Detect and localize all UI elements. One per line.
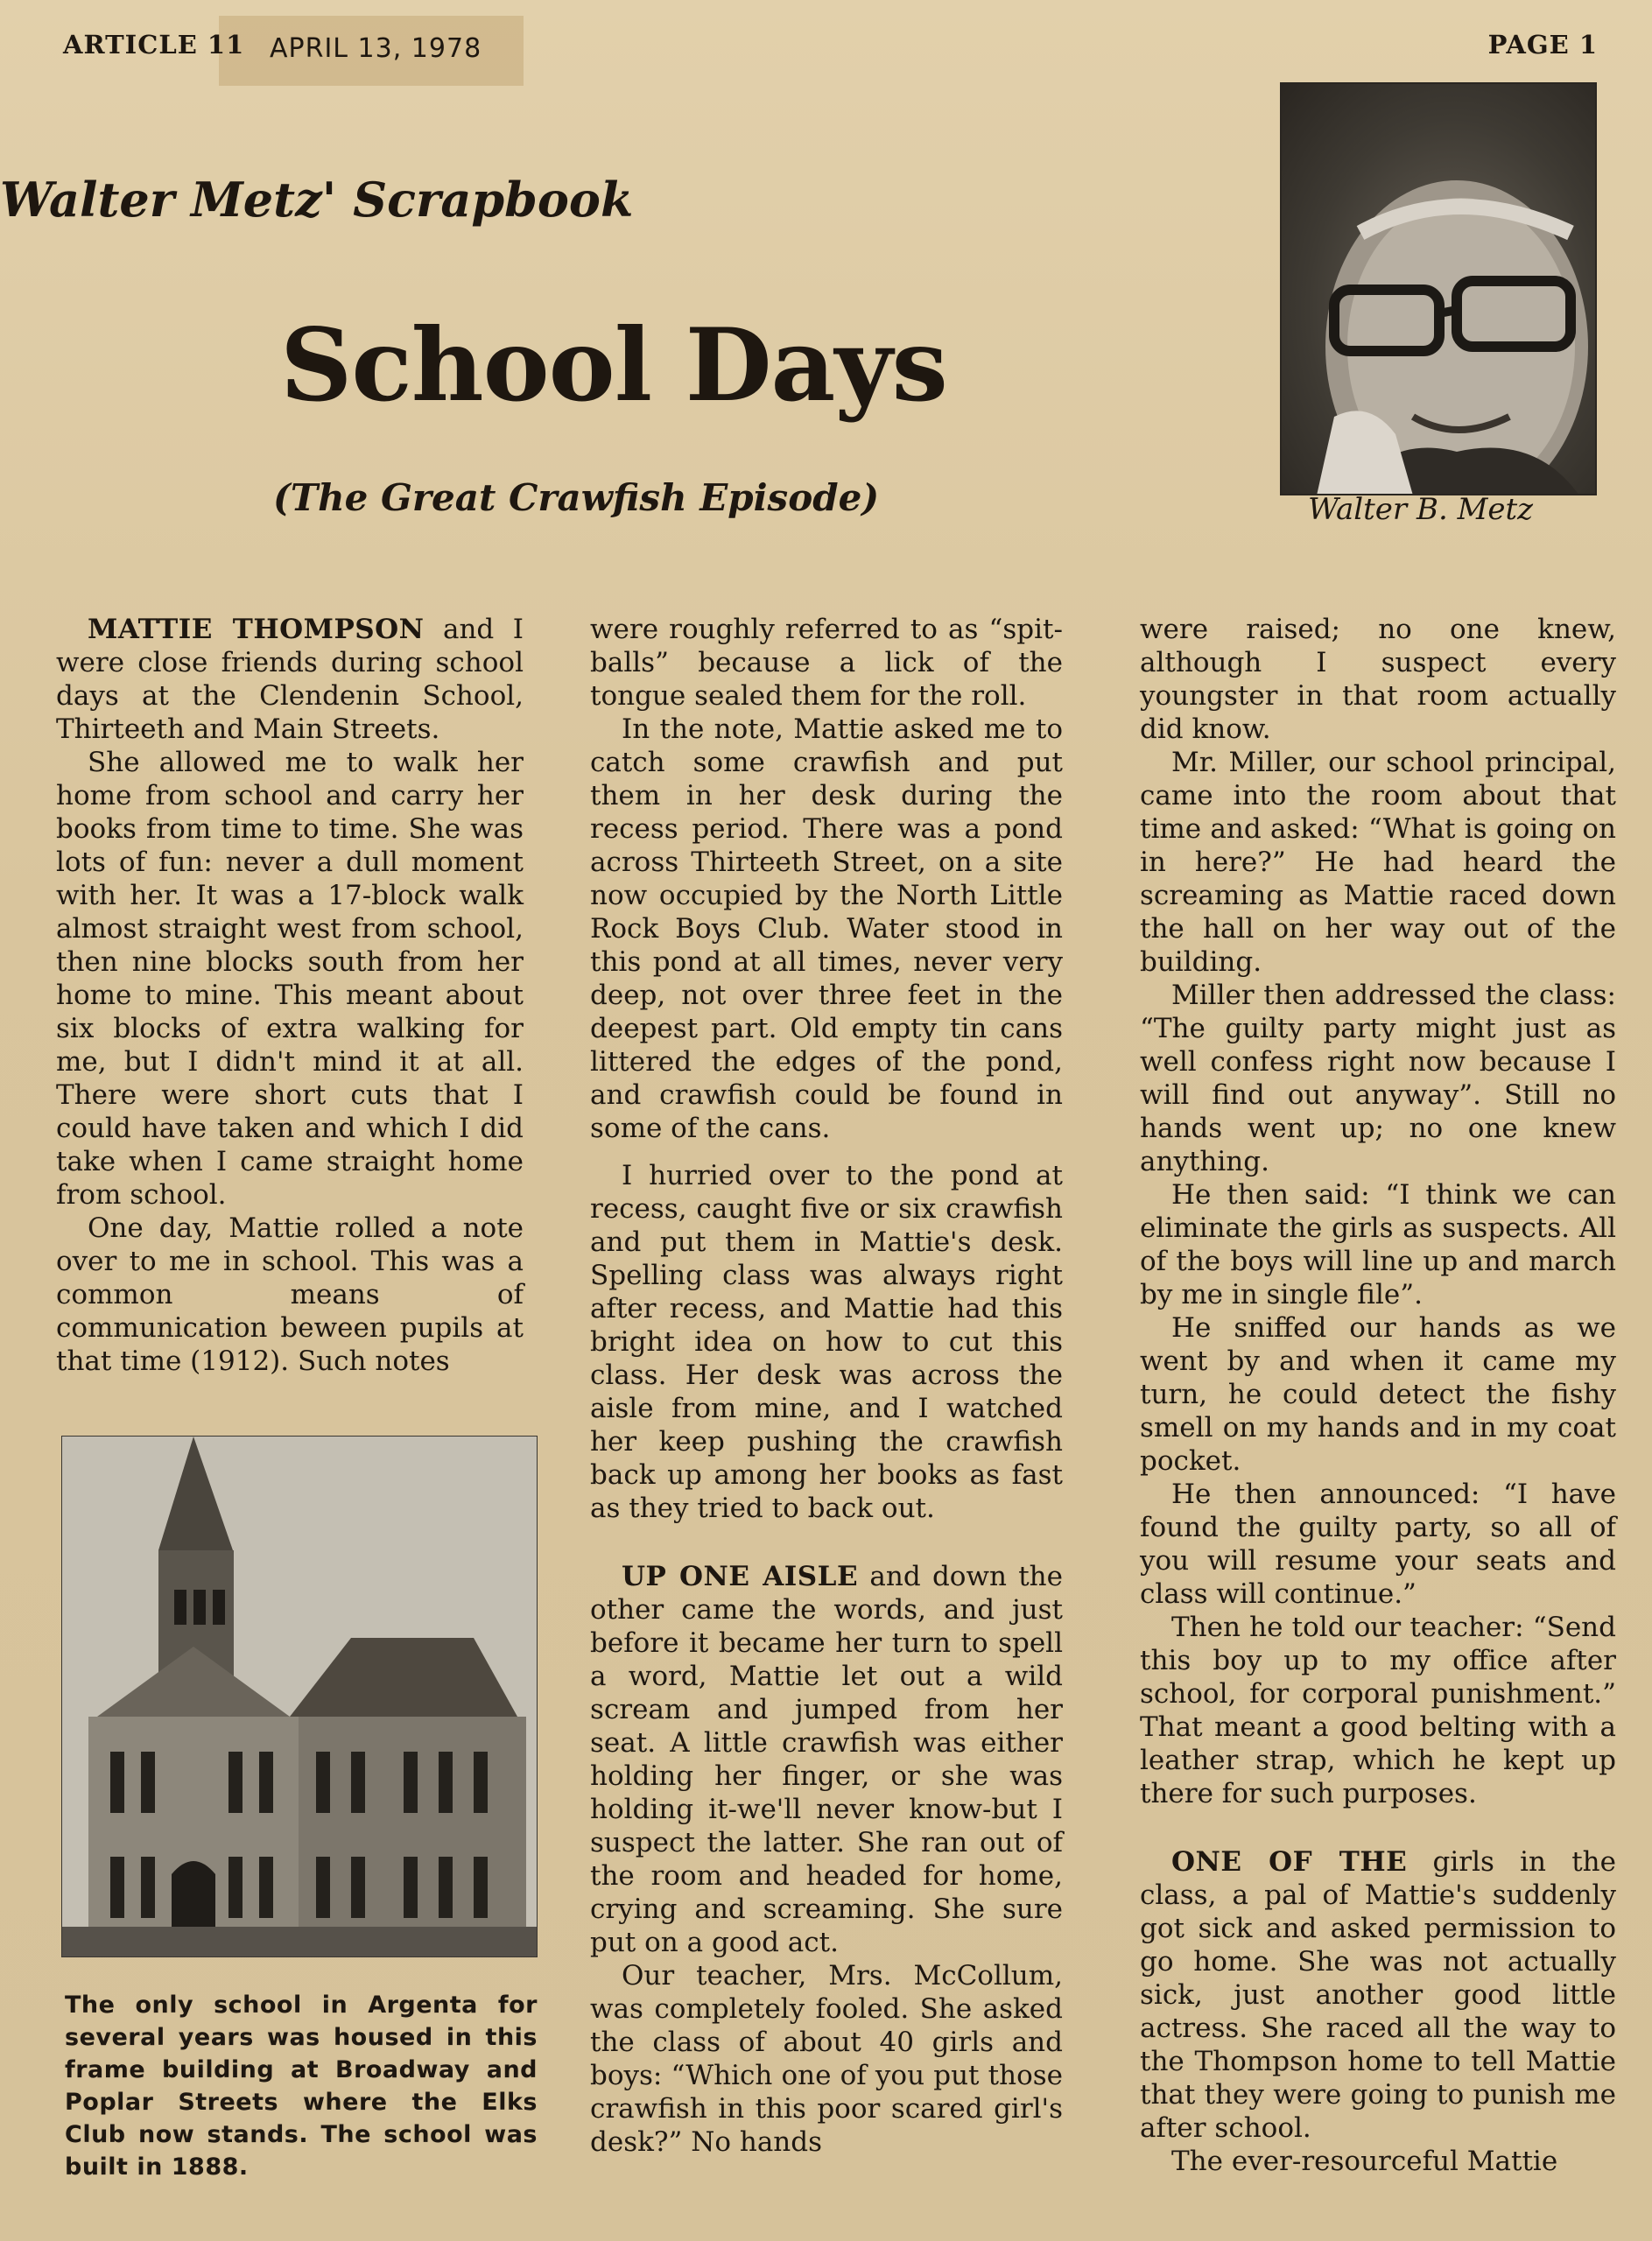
article-number: ARTICLE 11 — [63, 30, 245, 60]
paragraph: Our teacher, Mrs. McCollum, was completely fooled. She asked the class of about 40 girls and boys: “Which one of you put those crawfish in this poor scared girl's desk?” No hands — [590, 1960, 1063, 2158]
photo-caption: The only school in Argenta for several years was housed in this frame building at Broadway and Poplar Streets where the Elks Club now stands. The school was built in 1888. — [65, 1992, 538, 2181]
lead-in: ONE OF THE — [1171, 1846, 1408, 1878]
article-column-1 — [56, 613, 524, 1378]
paragraph: were roughly referred to as “spit-balls” because a lick of the tongue sealed them for the roll. — [590, 614, 1063, 712]
paragraph: ONE OF THE girls in the class, a pal of Mattie's suddenly got sick and asked permission to go home. She was not actually sick, just another good little actress. She raced all the way to the Thompson home to tell Mattie that they were going to punish me after school. — [1140, 1846, 1616, 2144]
publication-date: APRIL 13, 1978 — [270, 33, 482, 64]
paragraph: The ever-resourceful Mattie — [1171, 2146, 1558, 2177]
paragraph: were raised; no one knew, although I suspect every youngster in that room actually did know. — [1140, 614, 1616, 745]
paragraph: He sniffed our hands as we went by and when it came my turn, he could detect the fishy smell on my hands and in my coat pocket. — [1140, 1312, 1616, 1477]
article-column-2 — [590, 613, 1063, 2159]
paragraph: I hurried over to the pond at recess, caught five or six crawfish and put them in Mattie's desk. Spelling class was always right after recess, and Mattie had this bright idea on how to cut this class. Her desk was across the aisle from mine, and I watched her keep pushing the crawfish back up among her books as fast as they tried to back out. — [590, 1160, 1063, 1524]
paragraph: One day, Mattie rolled a note over to me in school. This was a common means of communication beween pupils at that time (1912). Such notes — [56, 1212, 524, 1377]
page-number: PAGE 1 — [1487, 30, 1598, 60]
portrait-caption: Walter B. Metz — [1308, 492, 1534, 527]
subheadline: (The Great Crawfish Episode) — [273, 476, 880, 519]
paragraph: He then said: “I think we can eliminate the girls as suspects. All of the boys will line up and march by me in single file”. — [1140, 1179, 1616, 1310]
headline: School Days — [280, 306, 947, 424]
paragraph: MATTIE THOMPSON and I were close friends during school days at the Clendenin School, Thirteeth and Main Streets. — [56, 614, 524, 745]
paragraph: Miller then addressed the class: “The guilty party might just as well confess right now because I will find out anyway”. Still no hands went up; no one knew anything. — [1140, 980, 1616, 1177]
paragraph: He then announced: “I have found the guilty party, so all of you will resume your seats and class will continue.” — [1140, 1479, 1616, 1610]
paragraph: Then he told our teacher: “Send this boy up to my office after school, for corporal punishment.” That meant a good belting with a leather strap, which he kept up there for such purposes. — [1140, 1612, 1616, 1809]
lead-in: UP ONE AISLE — [622, 1561, 859, 1592]
article-column-3 — [1140, 613, 1616, 2178]
column-title: Walter Metz' Scrapbook — [0, 172, 634, 228]
paragraph: Mr. Miller, our school principal, came into the room about that time and asked: “What is going on in here?” He had heard the screaming as Mattie raced down the hall on her way out of the building. — [1140, 747, 1616, 978]
paragraph: In the note, Mattie asked me to catch some crawfish and put them in her desk during the recess period. There was a pond across Thirteeth Street, on a site now occupied by the North Little Rock Boys Club. Water stood in this pond at all times, never very deep, not over three feet in the deepest part. Old empty tin cans littered the edges of the pond, and crawfish could be found in some of the cans. — [590, 713, 1063, 1144]
author-portrait — [1280, 82, 1597, 495]
school-building-photo — [61, 1436, 538, 1957]
paragraph: UP ONE AISLE and down the other came the words, and just before it became her turn to spell a word, Mattie let out a wild scream and jumped from her seat. A little crawfish was either holding her finger, or she was holding it-we'll never know-but I suspect the latter. She ran out of the room and headed for home, crying and screaming. She sure put on a good act. — [590, 1561, 1063, 1958]
paragraph: She allowed me to walk her home from school and carry her books from time to time. She was lots of fun: never a dull moment with her. It was a 17-block walk almost straight west from school, then nine blocks south from her home to mine. This meant about six blocks of extra walking for me, but I didn't mind it at all. There were short cuts that I could have taken and which I did take when I came straight home from school. — [56, 747, 524, 1211]
lead-in: MATTIE THOMPSON — [88, 614, 425, 645]
